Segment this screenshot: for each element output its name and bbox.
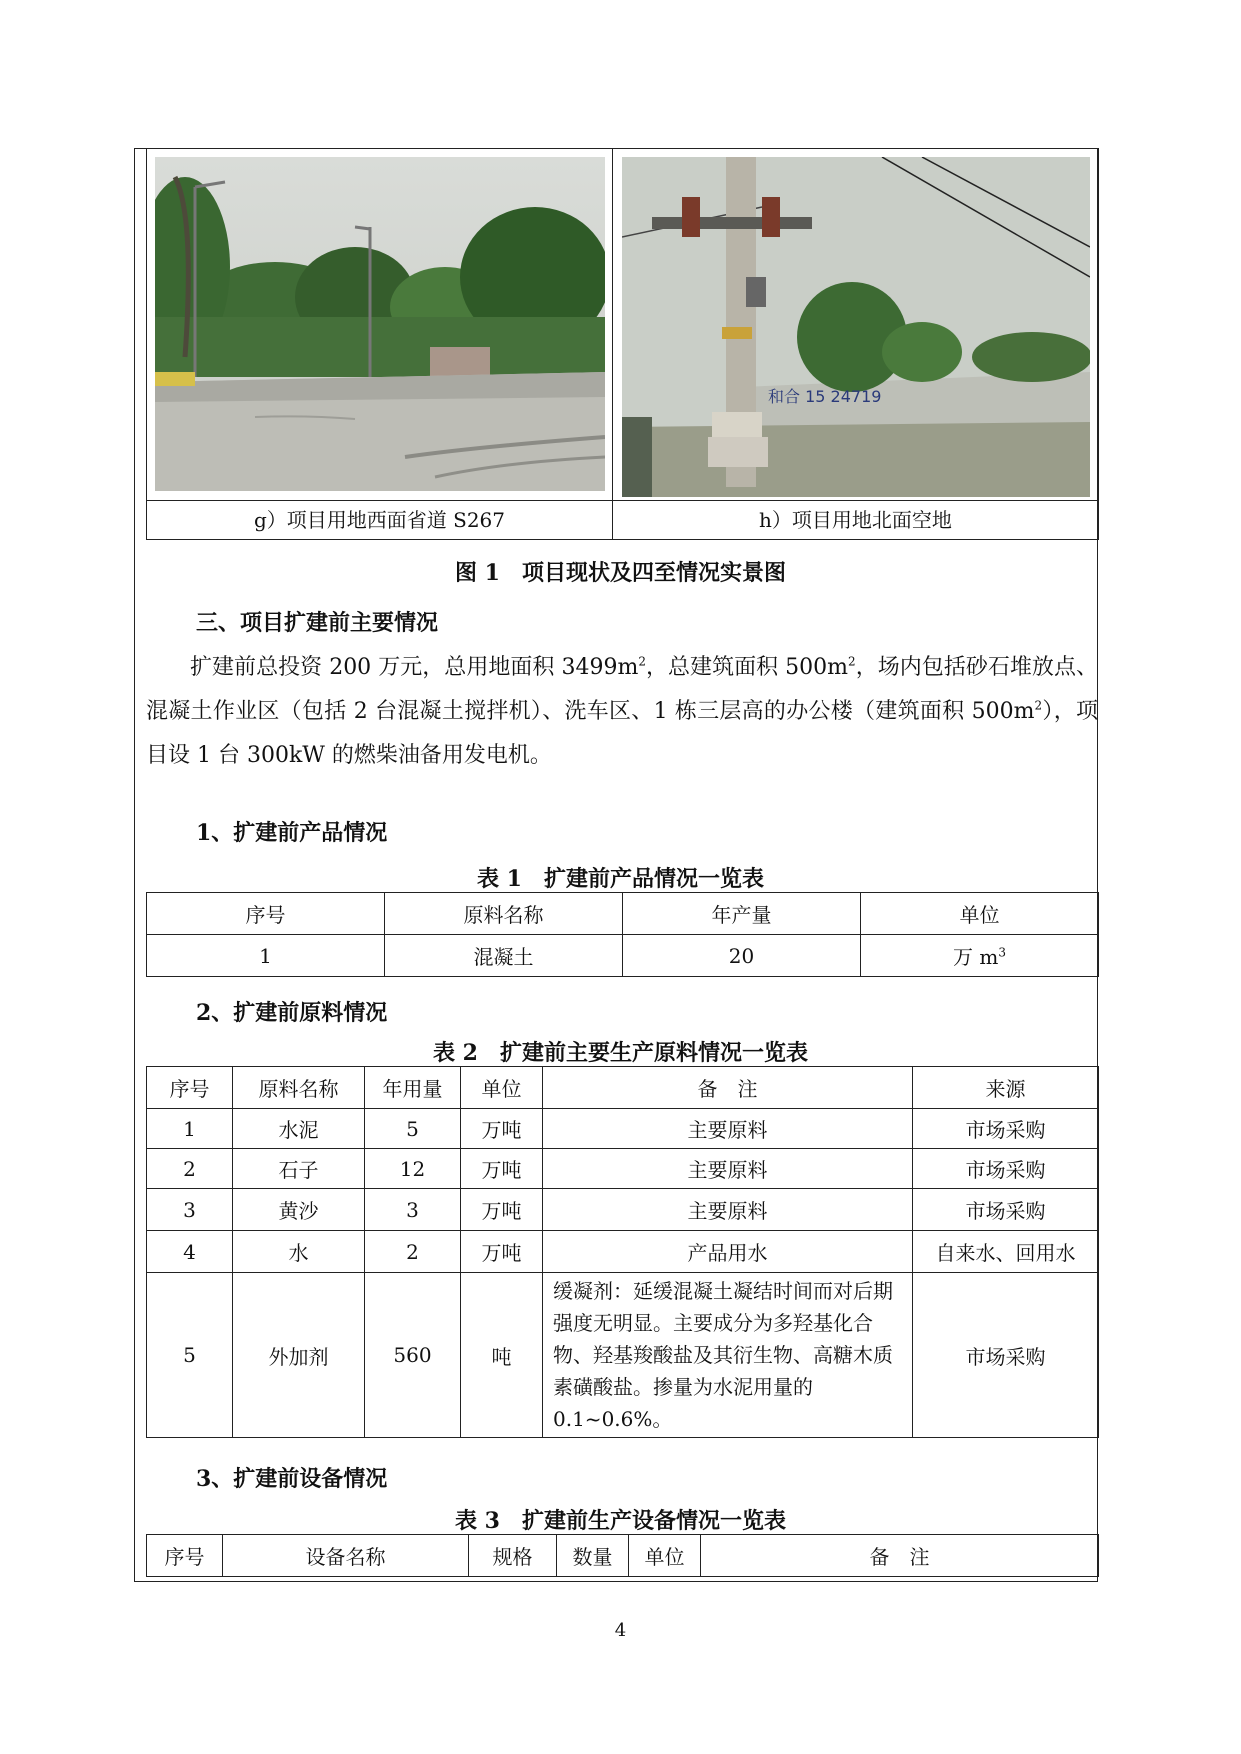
table1-header: 单位 xyxy=(861,893,1099,935)
table-cell: 万吨 xyxy=(461,1149,543,1189)
table-cell: 5 xyxy=(365,1109,461,1149)
table2-header: 备 注 xyxy=(543,1067,913,1109)
table-cell: 万吨 xyxy=(461,1189,543,1231)
section3-paragraph: 扩建前总投资 200 万元，总用地面积 $3499m^2$，总建筑面积 $500m^2$，场内包括砂石堆放点、混凝土作业区（包括 2 台混凝土搅拌机）、洗车区、1 栋三层高的办公楼（建筑面积 $500m^2$），项目设 1 台 300kW 的燃柴油备用发电机。 xyxy=(146,654,1098,768)
table3-header: 序号 xyxy=(147,1535,223,1577)
table-cell: 水泥 xyxy=(233,1109,365,1149)
table-cell: 4 xyxy=(147,1231,233,1273)
table-cell: 水 xyxy=(233,1231,365,1273)
table-cell: 黄沙 xyxy=(233,1189,365,1231)
table-cell: 市场采购 xyxy=(913,1189,1099,1231)
table-cell: 3 xyxy=(147,1189,233,1231)
section-heading-3: 三、项目扩建前主要情况 xyxy=(196,610,439,636)
table3-header: 单位 xyxy=(629,1535,701,1577)
table3-title: 表 3 扩建前生产设备情况一览表 xyxy=(455,1508,786,1534)
table-cell-note: 缓凝剂：延缓混凝土凝结时间而对后期强度无明显。主要成分为多羟基化合物、羟基羧酸盐及其衍生物、高糖木质素磺酸盐。掺量为水泥用量的0.1~0.6%。 xyxy=(543,1273,913,1438)
figure-title: 图 1 项目现状及四至情况实景图 xyxy=(455,560,786,586)
photo-west-road xyxy=(155,157,605,491)
table3-header: 备 注 xyxy=(701,1535,1099,1577)
photo-cell-h xyxy=(613,149,1099,501)
page-number: 4 xyxy=(614,1620,627,1641)
table-cell: 20 xyxy=(623,935,861,977)
table-cell: 市场采购 xyxy=(913,1149,1099,1189)
table2-materials xyxy=(146,1066,1099,1438)
table1-header: 序号 xyxy=(147,893,385,935)
table-row xyxy=(147,1149,1099,1189)
table-cell: 主要原料 xyxy=(543,1149,913,1189)
table3-equipment xyxy=(146,1534,1099,1577)
table3-header: 设备名称 xyxy=(223,1535,469,1577)
subsection-heading-2: 2、扩建前原料情况 xyxy=(196,1000,388,1026)
table1-title: 表 1 扩建前产品情况一览表 xyxy=(477,866,764,892)
photo-cell-g xyxy=(147,149,613,501)
table1-products xyxy=(146,892,1099,977)
table-cell: 1 xyxy=(147,935,385,977)
photo-table xyxy=(146,148,1099,540)
table-cell: 万吨 xyxy=(461,1231,543,1273)
caption-g: g）项目用地西面省道 S267 xyxy=(147,501,613,540)
table3-header: 规格 xyxy=(469,1535,557,1577)
table-row xyxy=(147,1231,1099,1273)
table-cell: 外加剂 xyxy=(233,1273,365,1438)
table2-header: 单位 xyxy=(461,1067,543,1109)
subsection-heading-1: 1、扩建前产品情况 xyxy=(196,820,388,846)
table-cell: 产品用水 xyxy=(543,1231,913,1273)
table-cell: 1 xyxy=(147,1109,233,1149)
table2-header: 来源 xyxy=(913,1067,1099,1109)
table1-header: 年产量 xyxy=(623,893,861,935)
table-row xyxy=(147,1273,1099,1438)
table-cell: 万吨 xyxy=(461,1109,543,1149)
table-row xyxy=(147,1109,1099,1149)
table2-title: 表 2 扩建前主要生产原料情况一览表 xyxy=(433,1040,808,1066)
table-cell: 5 xyxy=(147,1273,233,1438)
table-cell: 自来水、回用水 xyxy=(913,1231,1099,1273)
table-cell: 石子 xyxy=(233,1149,365,1189)
table2-header: 序号 xyxy=(147,1067,233,1109)
caption-h: h）项目用地北面空地 xyxy=(613,501,1099,540)
table-cell: 2 xyxy=(365,1231,461,1273)
table-cell: 市场采购 xyxy=(913,1109,1099,1149)
table3-header: 数量 xyxy=(557,1535,629,1577)
photo-north-vacant-land xyxy=(622,157,1090,497)
table-cell: 560 xyxy=(365,1273,461,1438)
table-cell: 2 xyxy=(147,1149,233,1189)
table-cell: 万 $m^3$ xyxy=(861,935,1099,977)
subsection-heading-3: 3、扩建前设备情况 xyxy=(196,1466,388,1492)
table-cell: 主要原料 xyxy=(543,1189,913,1231)
table2-header: 年用量 xyxy=(365,1067,461,1109)
table-row xyxy=(147,1189,1099,1231)
table-cell: 市场采购 xyxy=(913,1273,1099,1438)
table-cell: 吨 xyxy=(461,1273,543,1438)
table1-header: 原料名称 xyxy=(385,893,623,935)
pole-graffiti: 和合 15 24719 xyxy=(767,387,881,406)
table-cell: 主要原料 xyxy=(543,1109,913,1149)
table2-header: 原料名称 xyxy=(233,1067,365,1109)
table-cell: 12 xyxy=(365,1149,461,1189)
table-row xyxy=(147,935,1099,977)
table-cell: 混凝土 xyxy=(385,935,623,977)
table-cell: 3 xyxy=(365,1189,461,1231)
